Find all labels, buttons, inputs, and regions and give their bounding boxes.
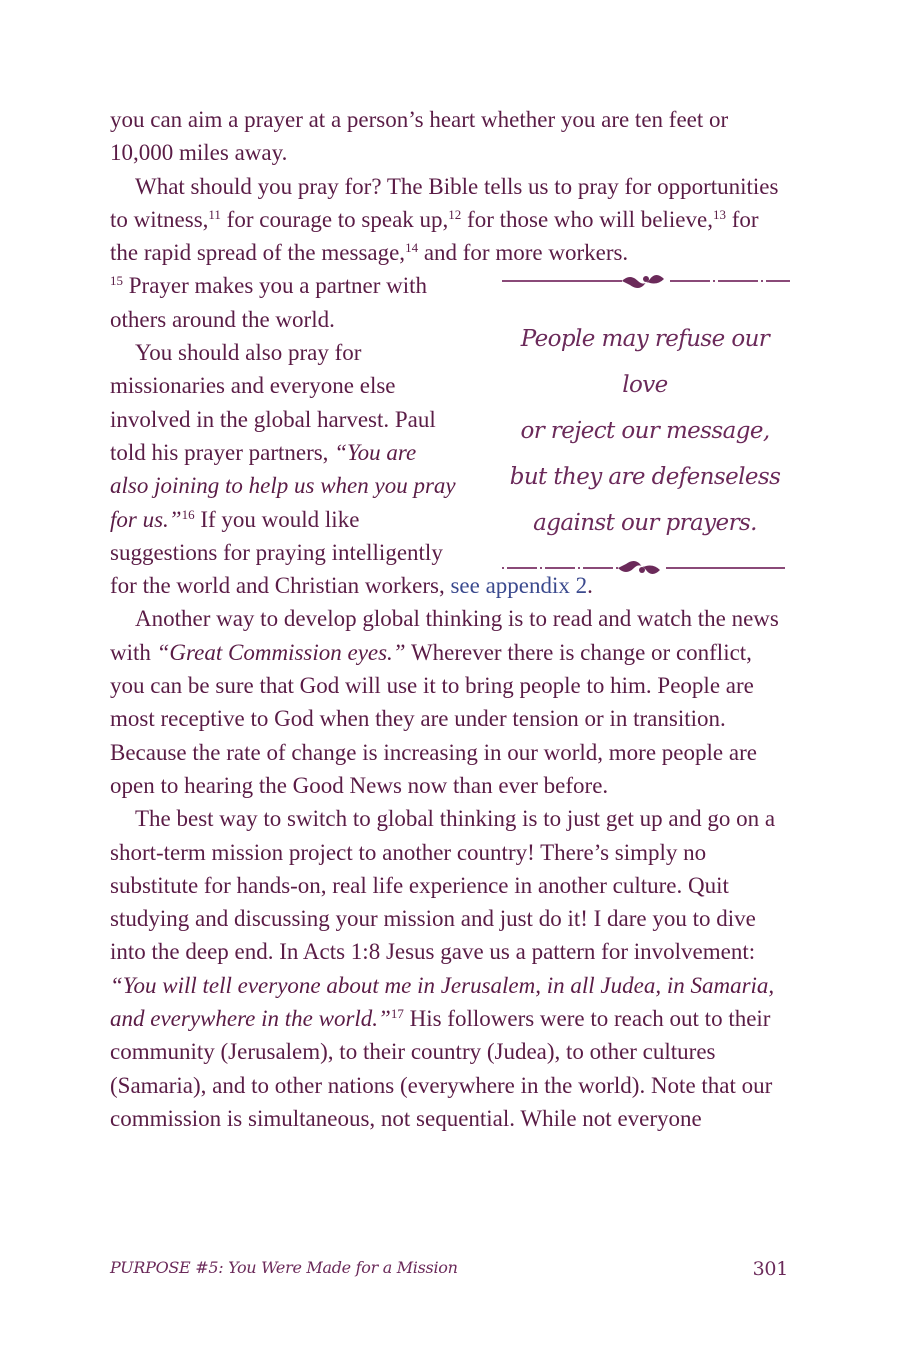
pull-quote-text: People may refuse our love or reject our message, but they are defenseless against our prayers. [509,326,781,537]
appendix-link[interactable]: see appendix 2 [450,573,588,599]
paragraph-1: you can aim a prayer at a person’s heart whether you are ten feet or 10,000 miles away. [110,107,729,166]
emphasis-quote: “Great Commission eyes.” [156,639,406,665]
paragraph-4: Another way to develop global thinking is to read and watch the news with “Great Commission eyes.” Wherever there is change or conflict, you can be sure that God will use it to bring people to him. People are most receptive to God when they are under tension or in transition. Because the rate of change is increasing in our world, more people are open to hearing the Good News now than ever before. [110,606,779,798]
pull-quote [500,269,790,561]
footnote-ref-16[interactable]: 16 [181,506,195,522]
ornament-bottom-icon [500,558,790,580]
footnote-ref-15[interactable]: 15 [110,273,123,289]
paragraph-5: The best way to switch to global thinking is to just get up and go on a short-term mission project to another country! There’s simply no substitute for hands-on, real life experience in another culture. Quit studying and discussing your mission and just do it! I dare you to dive into the deep end. In Acts 1:8 Jesus gave us a pattern for involvement: “You will tell everyone about me in Jerusalem, in all Judea, in Samaria, and everywhere in the world.”$^{17}$ His followers were to reach out to their community (Jerusalem), to their country (Judea), to other cultures (Samaria), and to other nations (everywhere in the world). Note that our commission is simultaneous, not sequential. While not everyone [110,806,776,1131]
scripture-quote: “You are also joining to help us when you pray for us.” [110,439,456,532]
paragraph-3: You should also pray for missionaries and everyone else involved in the global harvest. Paul told his prayer partners, “You are also joining to help us when you pray for us.”$^{16}$ If you would like suggestions for praying intelligently for the world and Christian workers, see appendix 2. [110,340,593,599]
footnote-ref-14[interactable]: 14 [405,240,419,256]
page-body: you can aim a prayer at a person’s heart whether you are ten feet or 10,000 miles away. What should you pray for? The Bible tells us to pray for opportunities to witness,$^{11}$ for courage to speak up,$^{12}$ for those who will believe,$^{13}$ for the rapid spread of the message,$^{14}$ and for more workers. People may refuse our love or reject our message, but they are defenseless against our prayers. $^{15}$ Prayer makes you a partner with others around the world. You should also pray for missionaries and everyone else involved in the global harvest. Paul told his prayer partners, “You are also joining to help us when you pray for us.”$^{16}$ If you would like suggestions for praying intelligently for the world and Christian workers, see appendix 2. Another way to develop global thinking is to read and watch the news with “Great Commission eyes.” Wherever there is change or conflict, you can be sure that God will use it to bring people to him. People are most receptive to God when they are under tension or in transition. Because the rate of change is increasing in our world, more people are open to hearing the Good News now than ever before. The best way to switch to global thinking is to just get up and go on a short-term mission project to another country! There’s simply no substitute for hands-on, real life experience in another culture. Quit studying and discussing your mission and just do it! I dare you to dive into the deep end. In Acts 1:8 Jesus gave us a pattern for involvement: “You will tell everyone about me in Jerusalem, in all Judea, in Samaria, and everywhere in the world.”$^{17}$ His followers were to reach out to their community (Jerusalem), to their country (Judea), to other cultures (Samaria), and to other nations (everywhere in the world). Note that our commission is simultaneous, not sequential. While not everyone [110,103,790,1135]
scripture-quote: “You will tell everyone about me in Jerusalem, in all Judea, in Samaria, and everywhere in the world.” [110,972,775,1032]
page-footer [110,1258,788,1280]
footnote-ref-12[interactable]: 12 [448,206,462,222]
paragraph-2: What should you pray for? The Bible tells us to pray for opportunities to witness,$^{11}$ for courage to speak up,$^{12}$ for those who will believe,$^{13}$ for the rapid spread of the message,$^{14}$ and for more workers. [110,173,779,266]
ornament-top-icon [500,269,790,291]
page-number: 301 [752,1258,788,1280]
running-footer-title: PURPOSE #5: You Were Made for a Mission [110,1258,458,1277]
footnote-ref-11[interactable]: 11 [208,206,221,222]
footnote-ref-13[interactable]: 13 [712,206,726,222]
footnote-ref-17[interactable]: 17 [390,1006,404,1022]
